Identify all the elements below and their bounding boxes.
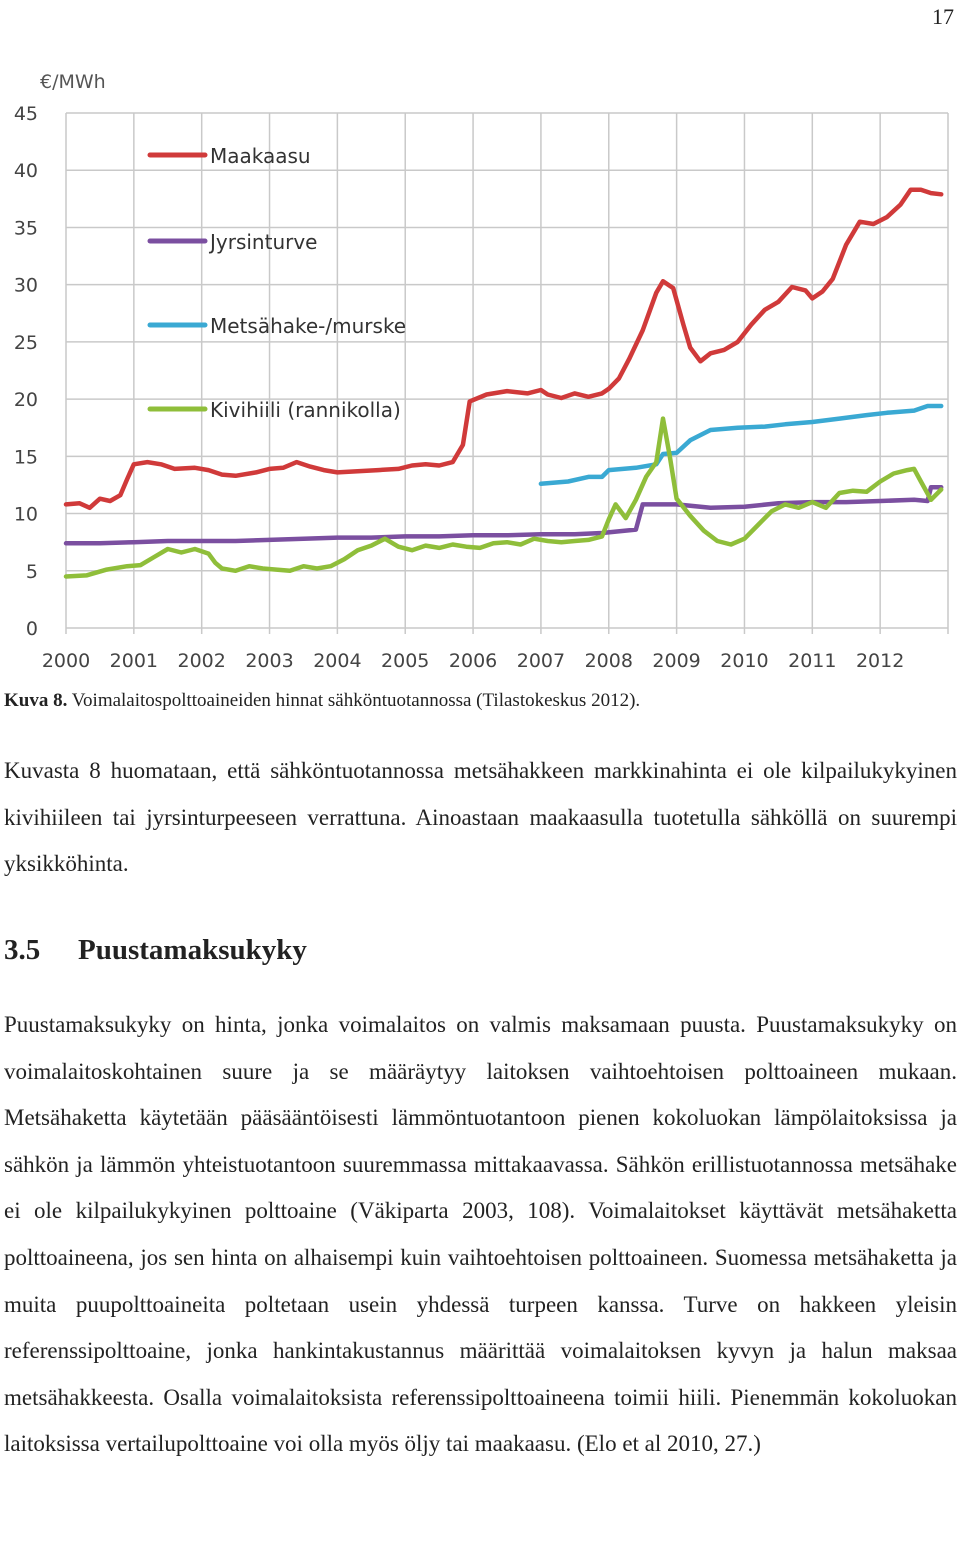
x-tick-label: 2001	[109, 650, 159, 672]
y-tick-label: 20	[13, 389, 38, 412]
x-tick-label: 2010	[720, 650, 769, 672]
section-heading	[4, 934, 307, 967]
y-tick-label: 30	[13, 274, 38, 297]
chart-grid	[66, 113, 948, 634]
series-line	[541, 406, 941, 484]
section-title: Puustamaksukyky	[78, 934, 307, 966]
x-tick-label: 2005	[381, 650, 430, 672]
series-line	[66, 190, 941, 508]
y-tick-label: 0	[25, 618, 38, 640]
x-tick-label: 2008	[584, 650, 633, 672]
series-line	[66, 419, 941, 577]
section-number: 3.5	[4, 934, 41, 966]
x-tick-label: 2004	[313, 650, 362, 672]
y-axis-label: €/MWh	[40, 71, 106, 93]
legend-label: Maakaasu	[210, 144, 311, 168]
paragraph-body: Puustamaksukyky on hinta, jonka voimalaitos on valmis maksamaan puusta. Puustamaksukyky on voimalaitoskohtainen suure ja se määräytyy laitoksen vaihtoehtoisen polttoaineen mukaan. Metsähaketta käytetään pääsääntöisesti lämmöntuotantoon pienen kokoluokan lämpölaitoksissa ja sähkön ja lämmön yhteistuotantoon suuremmassa mittakaavassa. Sähkön erillistuotannossa metsähake ei ole kilpailukykyinen polttoaine (Väkiparta 2003, 108). Voimalaitokset käyttävät metsähaketta polttoaineena, jos sen hinta on alhaisempi kuin vaihtoehtoisen polttoaineen. Suomessa metsähaketta ja muita puupolttoaineita poltetaan usein yhdessä turpeen kanssa. Turve on hakkeen yleisin referenssipolttoaine, jonka hankintakustannus määrittää voimalaitoksen kyvyn ja halun maksaa metsähakkeesta. Osalla voimalaitoksista referenssipolttoaineena toimii hiili. Pienemmän kokoluokan laitoksissa vertailupolttoaine voi olla myös öljy tai maakaasu. (Elo et al 2010, 27.)	[4, 1012, 957, 1457]
y-tick-label: 40	[13, 160, 38, 183]
fuel-price-chart	[0, 62, 960, 682]
y-tick-label: 25	[13, 331, 38, 354]
caption-label: Kuva 8.	[4, 690, 68, 711]
y-tick-label: 10	[13, 503, 38, 526]
chart-series	[66, 190, 941, 577]
x-tick-label: 2009	[652, 650, 701, 672]
y-tick-label: 45	[13, 103, 38, 125]
legend-label: Kivihiili (rannikolla)	[210, 398, 401, 422]
paragraph-intro: Kuvasta 8 huomataan, että sähköntuotannossa metsähakkeen markkinahinta ei ole kilpailukykyinen kivihiileen tai jyrsinturpeeseen verrattuna. Ainoastaan maakaasulla tuotetulla sähköllä on suurempi yksikköhinta.	[4, 758, 957, 877]
caption-text: Voimalaitospolttoaineiden hinnat sähköntuotannossa (Tilastokeskus 2012).	[67, 690, 641, 711]
figure-caption	[4, 690, 640, 712]
page-number: 17	[932, 4, 954, 29]
legend-label: Jyrsinturve	[210, 230, 318, 254]
x-tick-label: 2011	[788, 650, 837, 672]
x-tick-label: 2006	[448, 650, 498, 672]
x-tick-label: 2007	[516, 650, 566, 672]
x-tick-label: 2000	[41, 650, 91, 672]
y-tick-label: 15	[13, 446, 38, 469]
x-tick-label: 2012	[855, 650, 905, 672]
y-tick-label: 5	[25, 560, 38, 583]
legend-label: Metsähake-/murske	[210, 314, 407, 338]
x-tick-label: 2003	[245, 650, 294, 672]
chart-legend	[150, 144, 406, 422]
chart-ticks	[14, 103, 905, 672]
x-tick-label: 2002	[177, 650, 226, 672]
y-tick-label: 35	[13, 217, 38, 240]
series-line	[66, 487, 941, 543]
